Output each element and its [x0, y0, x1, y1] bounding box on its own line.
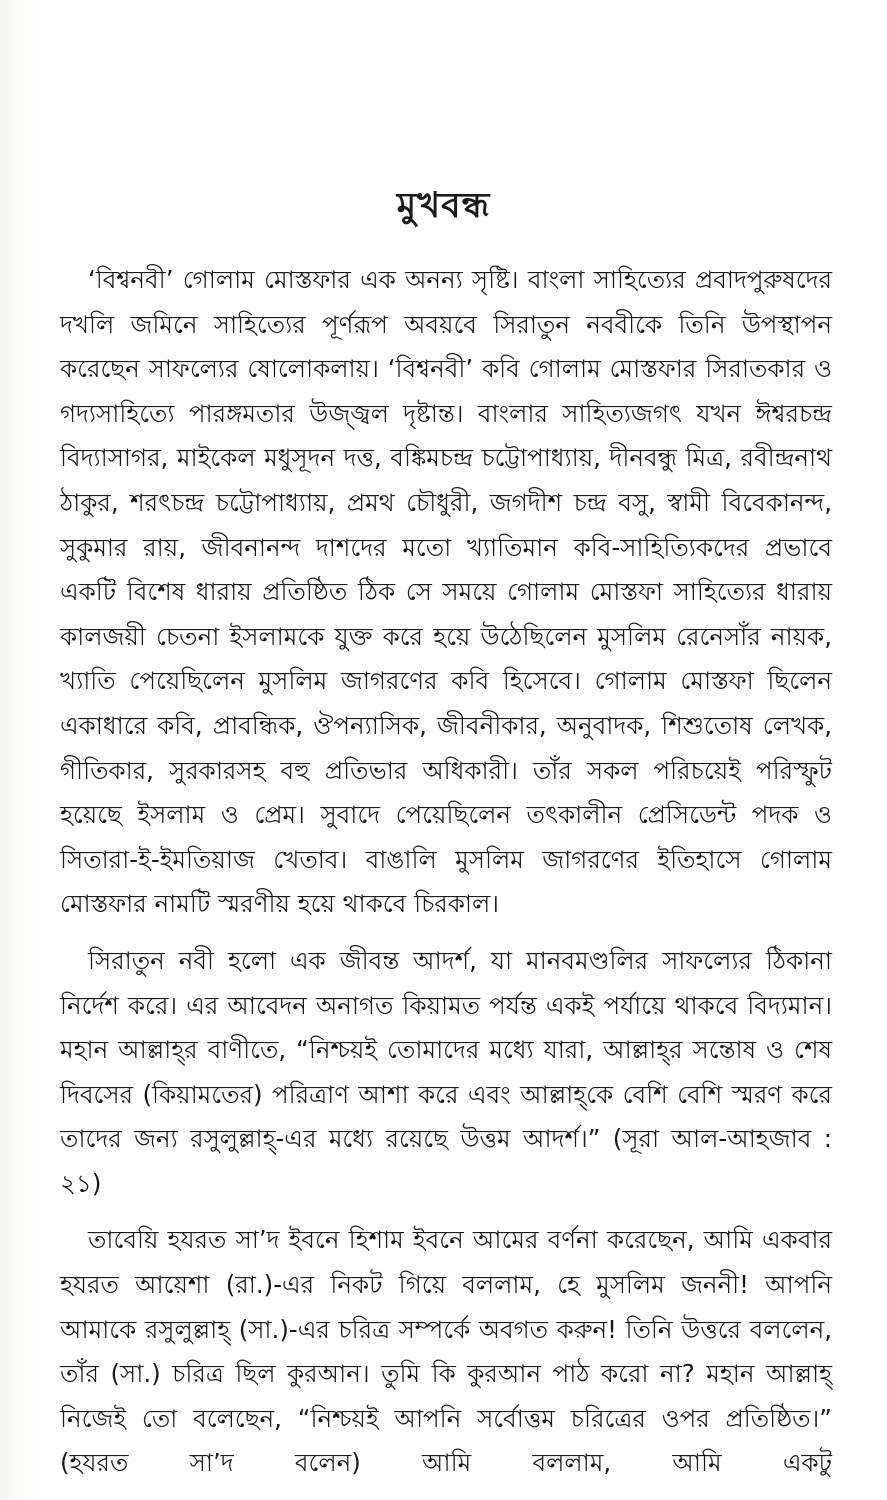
page-title: মুখবন্ধ: [396, 186, 491, 226]
paragraph-2: সিরাতুন নবী হলো এক জীবন্ত আদর্শ, যা মানবমণ্ডলির সাফল্যের ঠিকানা নির্দেশ করে। এর আবেদন অনাগত কিয়ামত পর্যন্ত একই পর্যায়ে থাকবে বিদ্যমান। মহান আল্লাহ্‌র বাণীতে, “নিশ্চয়ই তোমাদের মধ্যে যারা, আল্লাহ্‌র সন্তোষ ও শেষ দিবসের (কিয়ামতের) পরিত্রাণ আশা করে এবং আল্লাহ্‌কে বেশি বেশি স্মরণ করে তাদের জন্য রসুলুল্লাহ্-এর মধ্যে রয়েছে উত্তম আদর্শ।” (সূরা আল-আহজাব : ২১): [60, 945, 832, 1198]
paragraph-1: ‘বিশ্বনবী’ গোলাম মোস্তফার এক অনন্য সৃষ্টি। বাংলা সাহিত্যের প্রবাদপুরুষদের দখলি জমিনে সাহিত্যের পূর্ণরূপ অবয়বে সিরাতুন নববীকে তিনি উপস্থাপন করেছেন সাফল্যের ষোলোকলায়। ‘বিশ্বনবী’ কবি গোলাম মোস্তফার সিরাতকার ও গদ্যসাহিত্যে পারঙ্গমতার উজ্জ্বল দৃষ্টান্ত। বাংলার সাহিত্যজগৎ যখন ঈশ্বরচন্দ্র বিদ্যাসাগর, মাইকেল মধুসূদন দত্ত, বঙ্কিমচন্দ্র চট্টোপাধ্যায়, দীনবন্ধু মিত্র, রবীন্দ্রনাথ ঠাকুর, শরৎচন্দ্র চট্টোপাধ্যায়, প্রমথ চৌধুরী, জগদীশ চন্দ্র বসু, স্বামী বিবেকানন্দ, সুকুমার রায়, জীবনানন্দ দাশদের মতো খ্যাতিমান কবি-সাহিত্যিকদের প্রভাবে একটি বিশেষ ধারায় প্রতিষ্ঠিত ঠিক সে সময়ে গোলাম মোস্তফা সাহিত্যের ধারায় কালজয়ী চেতনা ইসলামকে যুক্ত করে হয়ে উঠেছিলেন মুসলিম রেনেসাঁর নায়ক, খ্যাতি পেয়েছিলেন মুসলিম জাগরণের কবি হিসেবে। গোলাম মোস্তফা ছিলেন একাধারে কবি, প্রাবন্ধিক, ঔপন্যাসিক, জীবনীকার, অনুবাদক, শিশুতোষ লেখক, গীতিকার, সুরকারসহ বহু প্রতিভার অধিকারী। তাঁর সকল পরিচয়েই পরিস্ফুট হয়েছে ইসলাম ও প্রেম। সুবাদে পেয়েছিলেন তৎকালীন প্রেসিডেন্ট পদক ও সিতারা-ই-ইমতিয়াজ খেতাব। বাঙালি মুসলিম জাগরণের ইতিহাসে গোলাম মোস্তফার নামটি স্মরণীয় হয়ে থাকবে চিরকাল।: [60, 265, 832, 919]
body-text: [60, 258, 832, 1486]
paragraph-3: তাবেয়ি হযরত সা’দ ইবনে হিশাম ইবনে আমের বর্ণনা করেছেন, আমি একবার হযরত আয়েশা (রা.)-এর নিকট গিয়ে বললাম, হে মুসলিম জননী! আপনি আমাকে রসুলুল্লাহ্ (সা.)-এর চরিত্র সম্পর্কে অবগত করুন! তিনি উত্তরে বললেন, তাঁর (সা.) চরিত্র ছিল কুরআন। তুমি কি কুরআন পাঠ করো না? মহান আল্লাহ্ নিজেই তো বলেছেন, “নিশ্চয়ই আপনি সর্বোত্তম চরিত্রের ওপর প্রতিষ্ঠিত।” (হযরত সা’দ বলেন) আমি বললাম, আমি একটু: [60, 1225, 832, 1478]
